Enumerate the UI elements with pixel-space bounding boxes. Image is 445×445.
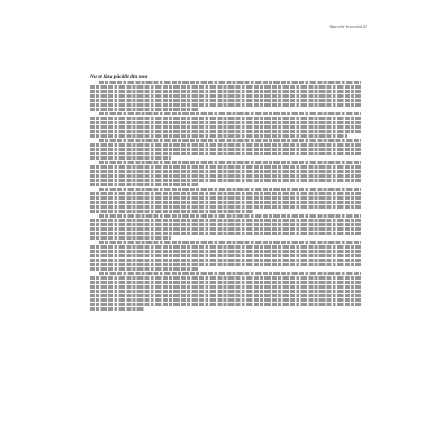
text-line bbox=[90, 134, 347, 137]
text-line bbox=[90, 156, 171, 159]
text-line bbox=[90, 298, 361, 301]
text-line bbox=[90, 223, 361, 226]
text-line bbox=[99, 241, 361, 244]
text-line bbox=[90, 85, 361, 88]
text-line bbox=[90, 99, 361, 102]
text-line bbox=[90, 183, 198, 186]
text-line bbox=[90, 236, 171, 239]
text-line bbox=[99, 139, 361, 142]
text-line bbox=[90, 307, 144, 310]
text-line bbox=[90, 267, 198, 270]
text-line bbox=[90, 130, 361, 133]
text-line bbox=[90, 94, 361, 97]
text-line bbox=[99, 214, 361, 217]
text-line bbox=[90, 205, 361, 208]
text-line bbox=[90, 294, 361, 297]
text-line bbox=[99, 272, 361, 275]
text-line bbox=[90, 196, 361, 199]
text-line bbox=[90, 254, 361, 257]
text-line bbox=[90, 303, 361, 306]
text-line bbox=[90, 285, 361, 288]
text-line bbox=[99, 81, 361, 84]
text-line bbox=[90, 232, 361, 235]
text-line bbox=[90, 219, 361, 222]
text-line bbox=[90, 281, 361, 284]
body-text bbox=[90, 81, 361, 312]
text-line bbox=[99, 188, 361, 191]
text-line bbox=[90, 227, 361, 230]
text-line bbox=[90, 201, 361, 204]
text-line bbox=[90, 108, 198, 111]
text-line bbox=[90, 245, 361, 248]
text-line bbox=[90, 192, 361, 195]
section-title: Nu te lăsa păcălit din nou bbox=[90, 74, 148, 80]
text-line bbox=[90, 210, 253, 213]
text-line bbox=[90, 250, 361, 253]
running-head: Afacerile în secolul 21 bbox=[329, 24, 367, 29]
text-line bbox=[90, 143, 361, 146]
text-line bbox=[90, 117, 361, 120]
text-line bbox=[90, 179, 361, 182]
text-line bbox=[90, 152, 361, 155]
text-line bbox=[90, 103, 361, 106]
text-line bbox=[90, 165, 361, 168]
text-line bbox=[90, 174, 361, 177]
text-line bbox=[90, 259, 361, 262]
text-line bbox=[90, 148, 361, 151]
text-line bbox=[99, 112, 361, 115]
text-line bbox=[99, 161, 361, 164]
text-line bbox=[90, 290, 361, 293]
text-line bbox=[90, 90, 361, 93]
text-line bbox=[90, 125, 361, 128]
text-line bbox=[90, 263, 361, 266]
text-line bbox=[90, 121, 361, 124]
text-line bbox=[90, 170, 361, 173]
text-line bbox=[90, 276, 361, 279]
